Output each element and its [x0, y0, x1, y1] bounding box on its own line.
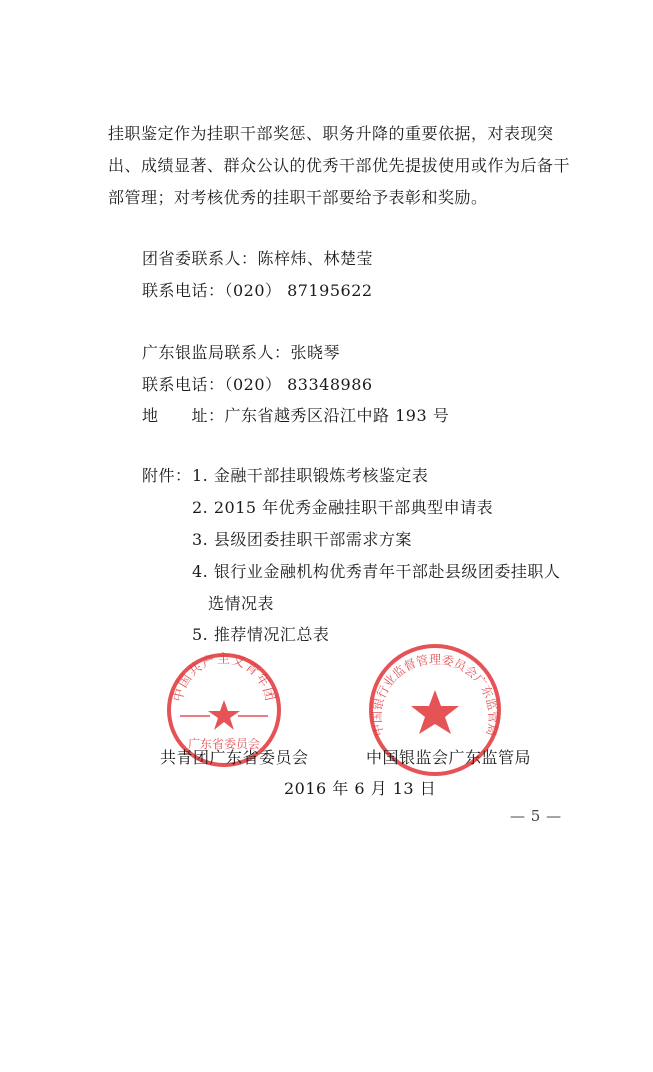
- league-contact-phone: 联系电话：（020） 87195622: [142, 281, 373, 300]
- body-line-2: 出、成绩显著、群众公认的优秀干部优先提拔使用或作为后备干: [108, 156, 571, 175]
- body-line-1: 挂职鉴定作为挂职干部奖惩、职务升降的重要依据，对表现突: [108, 124, 554, 143]
- svg-text:中国共产主义青年团: 中国共产主义青年团: [170, 652, 278, 704]
- page-number: — 5 —: [510, 807, 562, 825]
- attachment-item: 5. 推荐情况汇总表: [192, 625, 330, 644]
- svg-text:中国银行业监督管理委员会广东监管局: 中国银行业监督管理委员会广东监管局: [369, 652, 501, 738]
- attachment-item-continued: 选情况表: [208, 594, 275, 613]
- attachment-item: 2. 2015 年优秀金融挂职干部典型申请表: [192, 498, 494, 517]
- attachment-item: 1. 金融干部挂职锻炼考核鉴定表: [192, 466, 429, 485]
- attachment-item: 3. 县级团委挂职干部需求方案: [192, 530, 412, 549]
- attachments-label: 附件：: [142, 466, 192, 485]
- attachment-item: 4. 银行业金融机构优秀青年干部赴县级团委挂职人: [192, 562, 561, 581]
- document-date: 2016 年 6 月 13 日: [284, 779, 437, 798]
- cbrc-contact-address: 地 址：广东省越秀区沿江中路 193 号: [142, 406, 450, 425]
- svg-text:广东省委员会: 广东省委员会: [187, 737, 261, 751]
- league-contact-person: 团省委联系人：陈梓炜、林楚莹: [142, 249, 374, 268]
- signature-cbrc: 中国银监会广东监管局: [366, 748, 532, 767]
- cbrc-contact-phone: 联系电话：（020） 83348986: [142, 375, 373, 394]
- cbrc-contact-person: 广东银监局联系人：张晓琴: [142, 343, 341, 362]
- signature-youth-league: 共青团广东省委员会: [160, 748, 309, 767]
- body-line-3: 部管理；对考核优秀的挂职干部要给予表彰和奖励。: [108, 188, 488, 207]
